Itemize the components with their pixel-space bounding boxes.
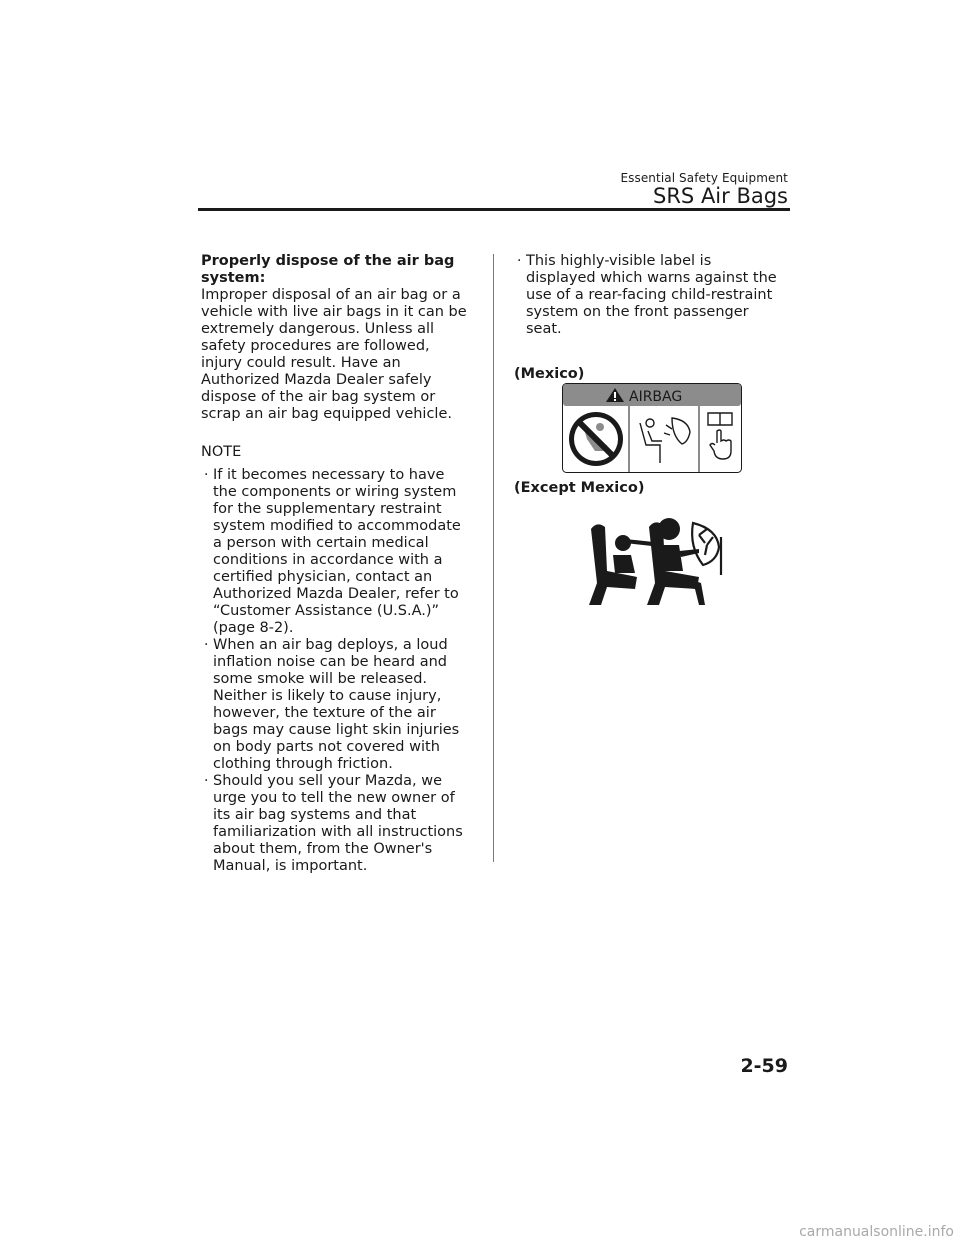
dispose-heading: Properly dispose of the air bag system: <box>201 253 455 286</box>
list-item <box>201 637 471 773</box>
list-item <box>201 773 471 875</box>
bullet-marker: · <box>204 467 209 483</box>
mexico-label: (Mexico) <box>514 366 585 382</box>
bullet-marker: · <box>204 773 209 789</box>
except-mexico-label: (Except Mexico) <box>514 480 645 496</box>
bullet-marker: · <box>204 637 209 653</box>
header-rule <box>198 208 790 211</box>
airbag-label-text: AIRBAG <box>629 389 683 405</box>
label-description-list <box>514 253 784 338</box>
note-text: If it becomes necessary to have the components or wiring system for the supplementary restraint system modified to accommodate a person with certain medical conditions in accordance with a certified physician, contact an Authorized Mazda Dealer, refer to “Customer Assistance (U.S.A.)” (page 8-2). <box>213 467 461 636</box>
note-label: NOTE <box>201 444 242 460</box>
right-column <box>514 253 784 383</box>
bullet-marker: · <box>517 253 522 269</box>
no-child-seat-icon <box>569 412 623 466</box>
rear-seat-icon <box>589 524 637 605</box>
section-label: Essential Safety Equipment <box>620 171 788 185</box>
label-description: This highly-visible label is displayed which warns against the use of a rear-facing child-restraint system on the front passenger seat. <box>526 253 777 337</box>
deploying-airbag-icon <box>692 523 721 575</box>
dispose-body: Improper disposal of an air bag or a vehicle with live air bags in it can be extremely dangerous. Unless all safety procedures are followed, injury could result. Have an Authorized Mazda Dealer safely dispose of the air bag system or scrap an air bag equipped vehicle. <box>201 287 467 422</box>
column-divider <box>493 254 494 862</box>
child-seat-warning-image <box>587 515 723 607</box>
page-number: 2-59 <box>740 1055 788 1077</box>
watermark: carmanualsonline.info <box>799 1224 954 1240</box>
airbag-warning-label-image <box>562 383 742 473</box>
note-list <box>201 467 471 875</box>
left-column <box>201 253 471 875</box>
note-text: When an air bag deploys, a loud inflation noise can be heard and some smoke will be released. Neither is likely to cause injury, however, the texture of the air bags may cause light skin injuries on body parts not covered with clothing through friction. <box>213 637 460 772</box>
section-title: SRS Air Bags <box>653 184 788 208</box>
list-item <box>514 253 784 338</box>
list-item <box>201 467 471 637</box>
note-text: Should you sell your Mazda, we urge you to tell the new owner of its air bag systems and that familiarization with all instructions about them, from the Owner's Manual, is important. <box>213 773 463 874</box>
